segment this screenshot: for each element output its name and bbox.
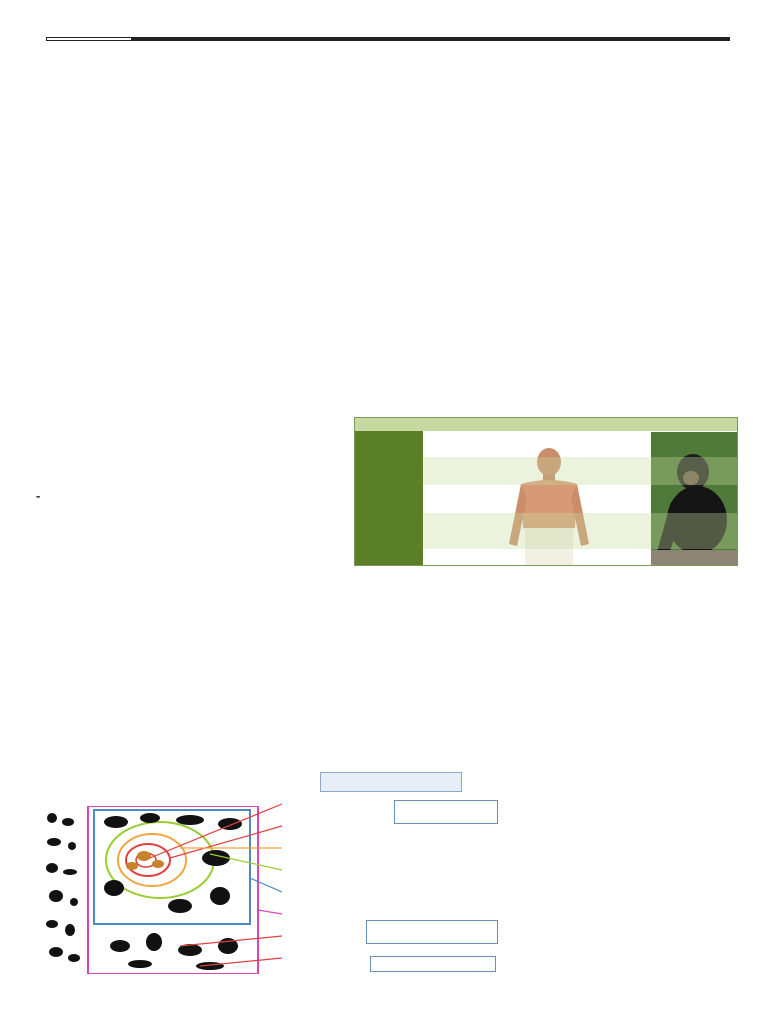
kingdoms-note [366,920,498,944]
subject-cell [533,40,730,41]
logo-cell [47,38,132,41]
header-table [46,37,730,41]
taxonomy-diagram [40,770,500,975]
domains-note [370,956,496,972]
comparison-table-image [354,417,738,566]
species-note [394,800,498,824]
